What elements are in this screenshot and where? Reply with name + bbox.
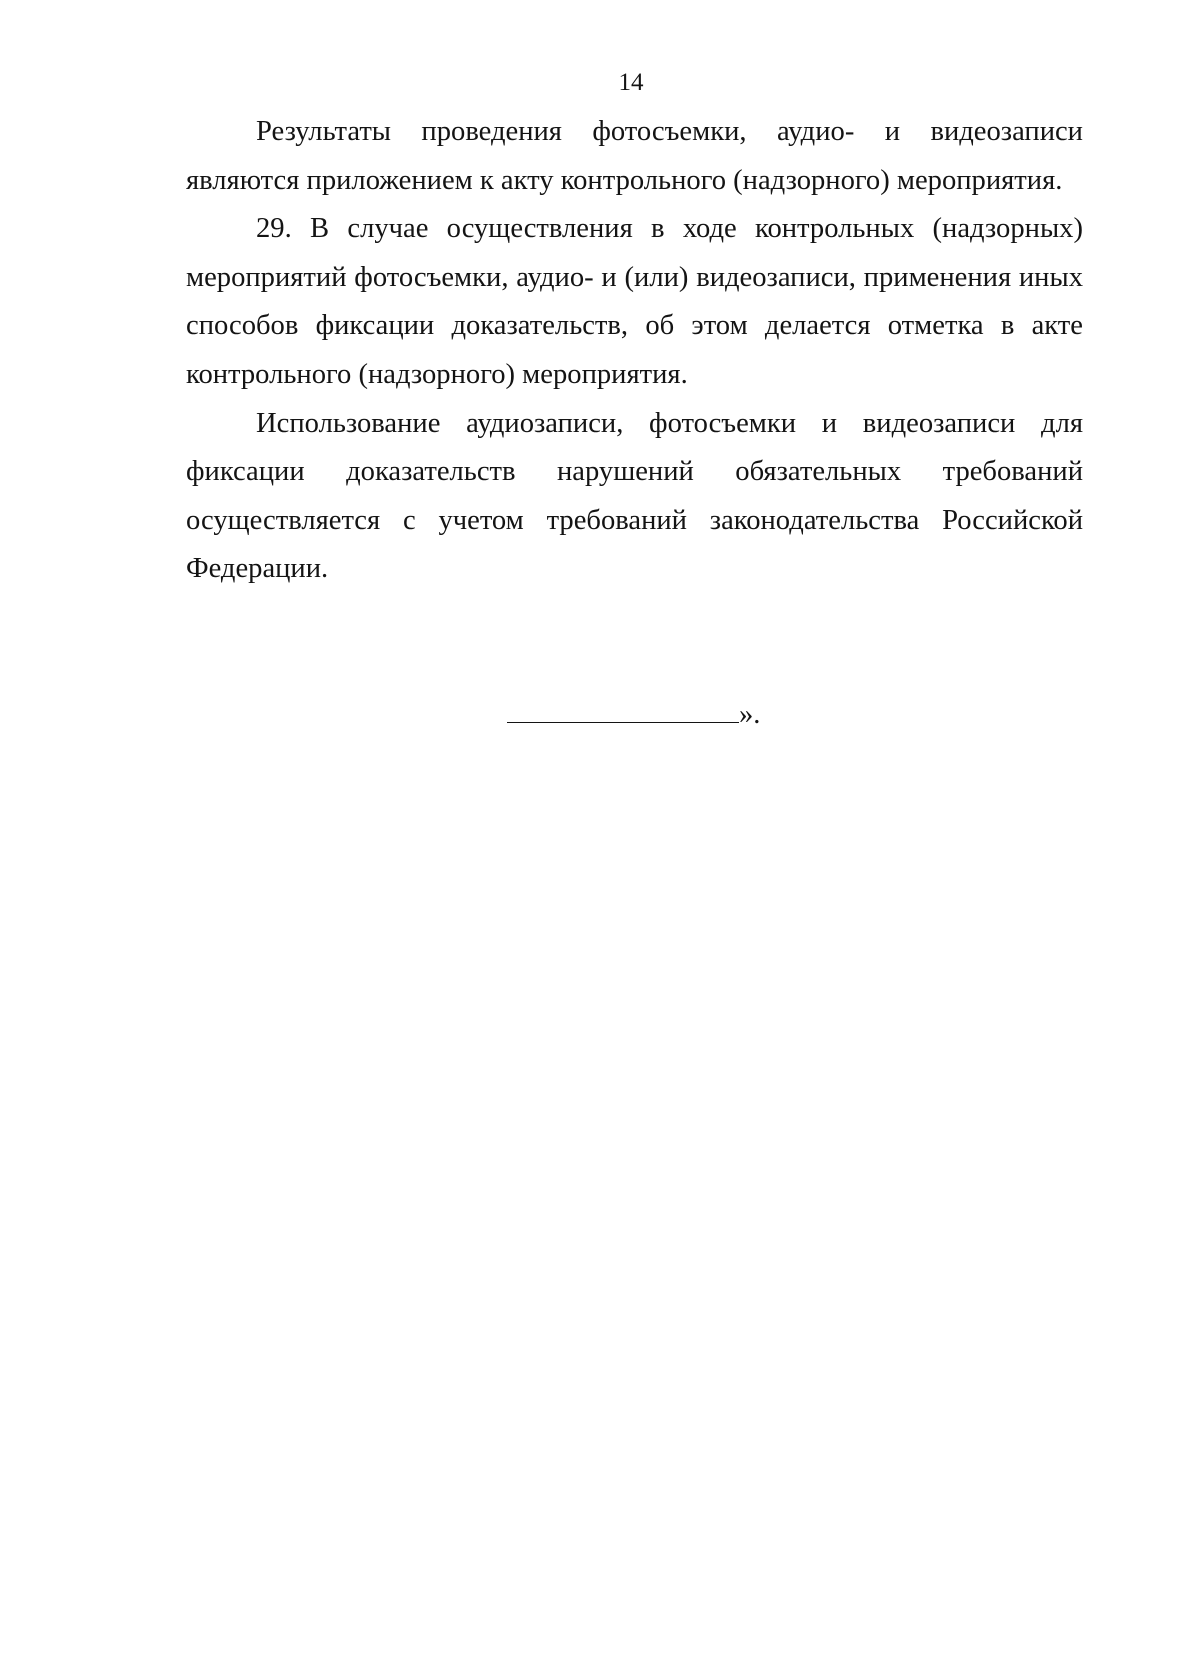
closing-rule bbox=[507, 700, 739, 723]
paragraph-photo-results: Результаты проведения фотосъемки, аудио- и видеозаписи являются приложением к акту контрольного (надзорного) мероприятия. bbox=[186, 116, 1083, 196]
paragraph-recording-usage: Использование аудиозаписи, фотосъемки и видеозаписи для фиксации доказательств нарушений обязательных требований осуществляется с учетом требований законодательства Российской Федерации. bbox=[186, 407, 1083, 585]
paragraph-item-29: 29. В случае осуществления в ходе контрольных (надзорных) мероприятий фотосъемки, аудио- и (или) видеозаписи, применения иных способов фиксации доказательств, об этом делается отметка в акте контрольного (надзорного) мероприятия. bbox=[186, 213, 1083, 390]
closing-quote: ». bbox=[739, 699, 761, 730]
document-body bbox=[186, 108, 1083, 594]
page-number: 14 bbox=[618, 69, 644, 96]
closing-mark bbox=[507, 698, 760, 732]
